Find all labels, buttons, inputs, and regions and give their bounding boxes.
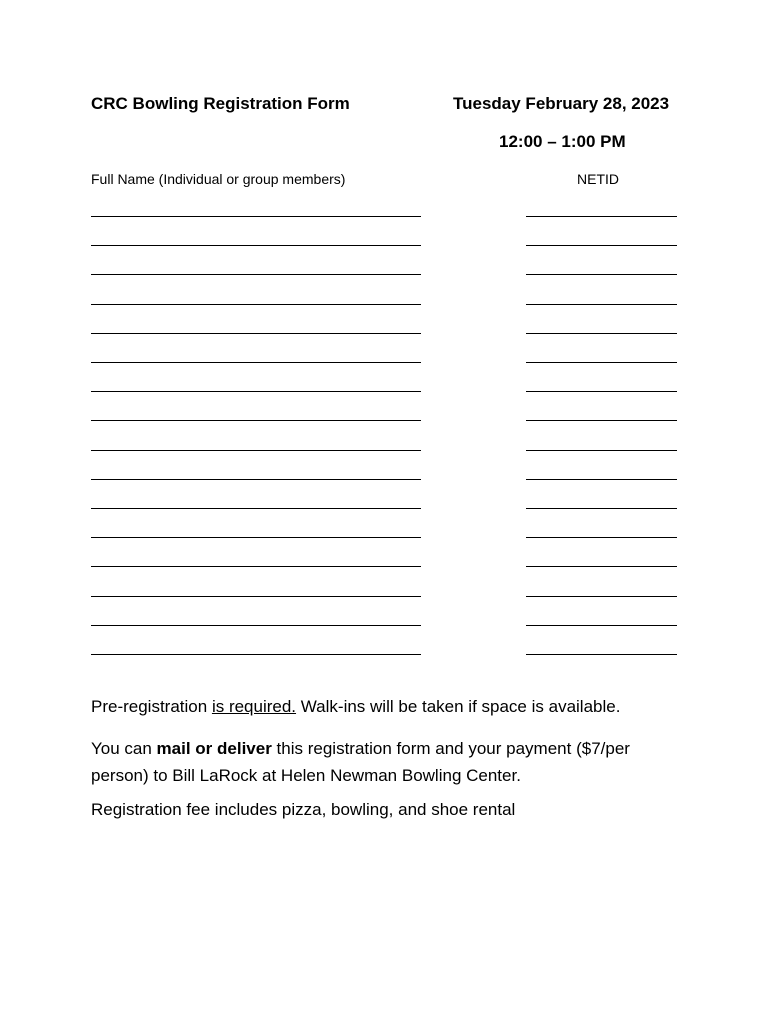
- name-blank-line[interactable]: [91, 625, 421, 626]
- name-blank-line[interactable]: [91, 274, 421, 275]
- netid-blank-line[interactable]: [526, 420, 677, 421]
- name-blank-line[interactable]: [91, 333, 421, 334]
- name-blank-line[interactable]: [91, 537, 421, 538]
- netid-blank-line[interactable]: [526, 333, 677, 334]
- name-blank-line[interactable]: [91, 450, 421, 451]
- name-blank-line[interactable]: [91, 391, 421, 392]
- netid-blank-line[interactable]: [526, 479, 677, 480]
- netid-column-header: NETID: [577, 171, 619, 187]
- form-title: CRC Bowling Registration Form: [91, 94, 350, 113]
- netid-blank-line[interactable]: [526, 216, 677, 217]
- netid-blank-line[interactable]: [526, 596, 677, 597]
- event-time: 12:00 – 1:00 PM: [499, 132, 626, 151]
- name-blank-line[interactable]: [91, 654, 421, 655]
- netid-blank-line[interactable]: [526, 566, 677, 567]
- netid-blank-line[interactable]: [526, 508, 677, 509]
- netid-blank-line[interactable]: [526, 537, 677, 538]
- name-blank-line[interactable]: [91, 566, 421, 567]
- delivery-text-start: You can: [91, 739, 157, 758]
- name-blank-line[interactable]: [91, 508, 421, 509]
- netid-blank-line[interactable]: [526, 654, 677, 655]
- name-blank-line[interactable]: [91, 304, 421, 305]
- name-blank-line[interactable]: [91, 362, 421, 363]
- netid-blank-line[interactable]: [526, 245, 677, 246]
- preregistration-text-end: Walk-ins will be taken if space is available.: [296, 697, 621, 716]
- netid-blank-line[interactable]: [526, 304, 677, 305]
- netid-blank-line[interactable]: [526, 274, 677, 275]
- name-blank-line[interactable]: [91, 420, 421, 421]
- full-name-column-header: Full Name (Individual or group members): [91, 171, 346, 187]
- name-blank-line[interactable]: [91, 479, 421, 480]
- delivery-instructions: [91, 735, 691, 789]
- name-blank-line[interactable]: [91, 245, 421, 246]
- netid-blank-line[interactable]: [526, 450, 677, 451]
- delivery-method-text: mail or deliver: [156, 739, 272, 758]
- name-blank-line[interactable]: [91, 216, 421, 217]
- preregistration-required-text: is required.: [211, 697, 297, 716]
- event-date: Tuesday February 28, 2023: [453, 94, 670, 113]
- preregistration-note: [91, 697, 620, 717]
- delivery-text-end: this registration form and your payment ($7/per person) to Bill LaRock at Helen Newman Bowling Center.: [91, 739, 630, 785]
- preregistration-text-start: Pre-registration: [91, 697, 212, 716]
- fee-note: Registration fee includes pizza, bowling, and shoe rental: [91, 800, 516, 819]
- name-blank-line[interactable]: [91, 596, 421, 597]
- netid-blank-line[interactable]: [526, 625, 677, 626]
- netid-blank-line[interactable]: [526, 362, 677, 363]
- netid-blank-line[interactable]: [526, 391, 677, 392]
